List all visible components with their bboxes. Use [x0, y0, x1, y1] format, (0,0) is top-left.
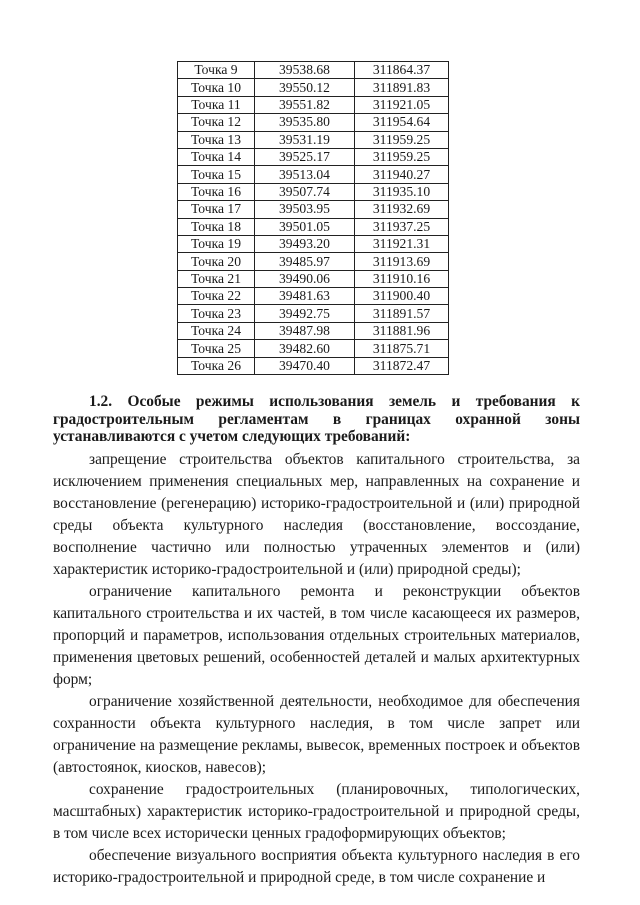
y-coordinate-cell: 311940.27	[355, 166, 449, 183]
x-coordinate-cell: 39490.06	[255, 270, 355, 287]
y-coordinate-cell: 311891.57	[355, 305, 449, 322]
x-coordinate-cell: 39501.05	[255, 218, 355, 235]
point-name-cell: Точка 11	[178, 96, 255, 113]
table-row	[178, 114, 449, 131]
table-row	[178, 131, 449, 148]
point-name-cell: Точка 17	[178, 201, 255, 218]
point-name-cell: Точка 19	[178, 235, 255, 252]
coordinates-table-body	[178, 62, 449, 375]
requirement-paragraph: ограничение хозяйственной деятельности, необходимое для обеспечения сохранности объекта культурного наследия, в том числе запрет или ограничение на размещение рекламы, вывесок, временных построек и объектов (автостоянок, киосков, навесов);	[53, 692, 580, 776]
x-coordinate-cell: 39535.80	[255, 114, 355, 131]
y-coordinate-cell: 311891.83	[355, 79, 449, 96]
y-coordinate-cell: 311913.69	[355, 253, 449, 270]
x-coordinate-cell: 39481.63	[255, 288, 355, 305]
point-name-cell: Точка 20	[178, 253, 255, 270]
table-row	[178, 218, 449, 235]
table-row	[178, 148, 449, 165]
table-row	[178, 357, 449, 374]
point-name-cell: Точка 15	[178, 166, 255, 183]
table-row	[178, 270, 449, 287]
requirement-paragraph: сохранение градостроительных (планировочных, типологических, масштабных) характеристик историко-градостроительной и природной среды, в том числе всех исторически ценных градоформирующих объектов;	[53, 780, 580, 842]
x-coordinate-cell: 39550.12	[255, 79, 355, 96]
x-coordinate-cell: 39503.95	[255, 201, 355, 218]
x-coordinate-cell: 39485.97	[255, 253, 355, 270]
x-coordinate-cell: 39507.74	[255, 183, 355, 200]
point-name-cell: Точка 23	[178, 305, 255, 322]
requirement-paragraph: ограничение капитального ремонта и реконструкции объектов капитального строительства и их частей, в том числе касающееся их размеров, пропорций и параметров, использования отдельных строительных материалов, применения цветовых решений, особенностей деталей и малых архитектурных форм;	[53, 582, 580, 688]
point-name-cell: Точка 26	[178, 357, 255, 374]
x-coordinate-cell: 39470.40	[255, 357, 355, 374]
y-coordinate-cell: 311954.64	[355, 114, 449, 131]
x-coordinate-cell: 39487.98	[255, 322, 355, 339]
table-row	[178, 340, 449, 357]
requirement-paragraph: обеспечение визуального восприятия объекта культурного наследия в его историко-градостроительной и природной среде, в том числе сохранение и	[53, 846, 580, 886]
y-coordinate-cell: 311881.96	[355, 322, 449, 339]
table-row	[178, 62, 449, 79]
y-coordinate-cell: 311932.69	[355, 201, 449, 218]
y-coordinate-cell: 311937.25	[355, 218, 449, 235]
table-row	[178, 305, 449, 322]
table-row	[178, 288, 449, 305]
point-name-cell: Точка 16	[178, 183, 255, 200]
y-coordinate-cell: 311872.47	[355, 357, 449, 374]
x-coordinate-cell: 39551.82	[255, 96, 355, 113]
y-coordinate-cell: 311921.31	[355, 235, 449, 252]
point-name-cell: Точка 14	[178, 148, 255, 165]
section-1-2	[53, 393, 580, 889]
y-coordinate-cell: 311959.25	[355, 148, 449, 165]
x-coordinate-cell: 39538.68	[255, 62, 355, 79]
point-name-cell: Точка 21	[178, 270, 255, 287]
coordinates-table	[177, 61, 449, 375]
y-coordinate-cell: 311959.25	[355, 131, 449, 148]
table-row	[178, 235, 449, 252]
requirement-paragraph: запрещение строительства объектов капитального строительства, за исключением применения специальных мер, направленных на сохранение и восстановление (регенерацию) историко-градостроительной и (или) природной среды объекта культурного наследия (восстановление, воссоздание, восполнение частично или полностью утраченных элементов и (или) характеристик историко-градостроительной и (или) природной среды);	[53, 450, 580, 578]
point-name-cell: Точка 24	[178, 322, 255, 339]
point-name-cell: Точка 10	[178, 79, 255, 96]
y-coordinate-cell: 311910.16	[355, 270, 449, 287]
table-row	[178, 201, 449, 218]
point-name-cell: Точка 18	[178, 218, 255, 235]
point-name-cell: Точка 12	[178, 114, 255, 131]
x-coordinate-cell: 39482.60	[255, 340, 355, 357]
x-coordinate-cell: 39513.04	[255, 166, 355, 183]
y-coordinate-cell: 311921.05	[355, 96, 449, 113]
table-row	[178, 96, 449, 113]
table-row	[178, 79, 449, 96]
table-row	[178, 322, 449, 339]
point-name-cell: Точка 13	[178, 131, 255, 148]
y-coordinate-cell: 311875.71	[355, 340, 449, 357]
point-name-cell: Точка 22	[178, 288, 255, 305]
point-name-cell: Точка 25	[178, 340, 255, 357]
table-row	[178, 183, 449, 200]
table-row	[178, 166, 449, 183]
y-coordinate-cell: 311864.37	[355, 62, 449, 79]
section-heading: 1.2. Особые режимы использования земель и требования к градостроительным регламентам в границах охранной зоны устанавливаются с учетом следующих требований:	[53, 393, 580, 445]
y-coordinate-cell: 311900.40	[355, 288, 449, 305]
x-coordinate-cell: 39525.17	[255, 148, 355, 165]
point-name-cell: Точка 9	[178, 62, 255, 79]
y-coordinate-cell: 311935.10	[355, 183, 449, 200]
x-coordinate-cell: 39531.19	[255, 131, 355, 148]
x-coordinate-cell: 39492.75	[255, 305, 355, 322]
x-coordinate-cell: 39493.20	[255, 235, 355, 252]
table-row	[178, 253, 449, 270]
